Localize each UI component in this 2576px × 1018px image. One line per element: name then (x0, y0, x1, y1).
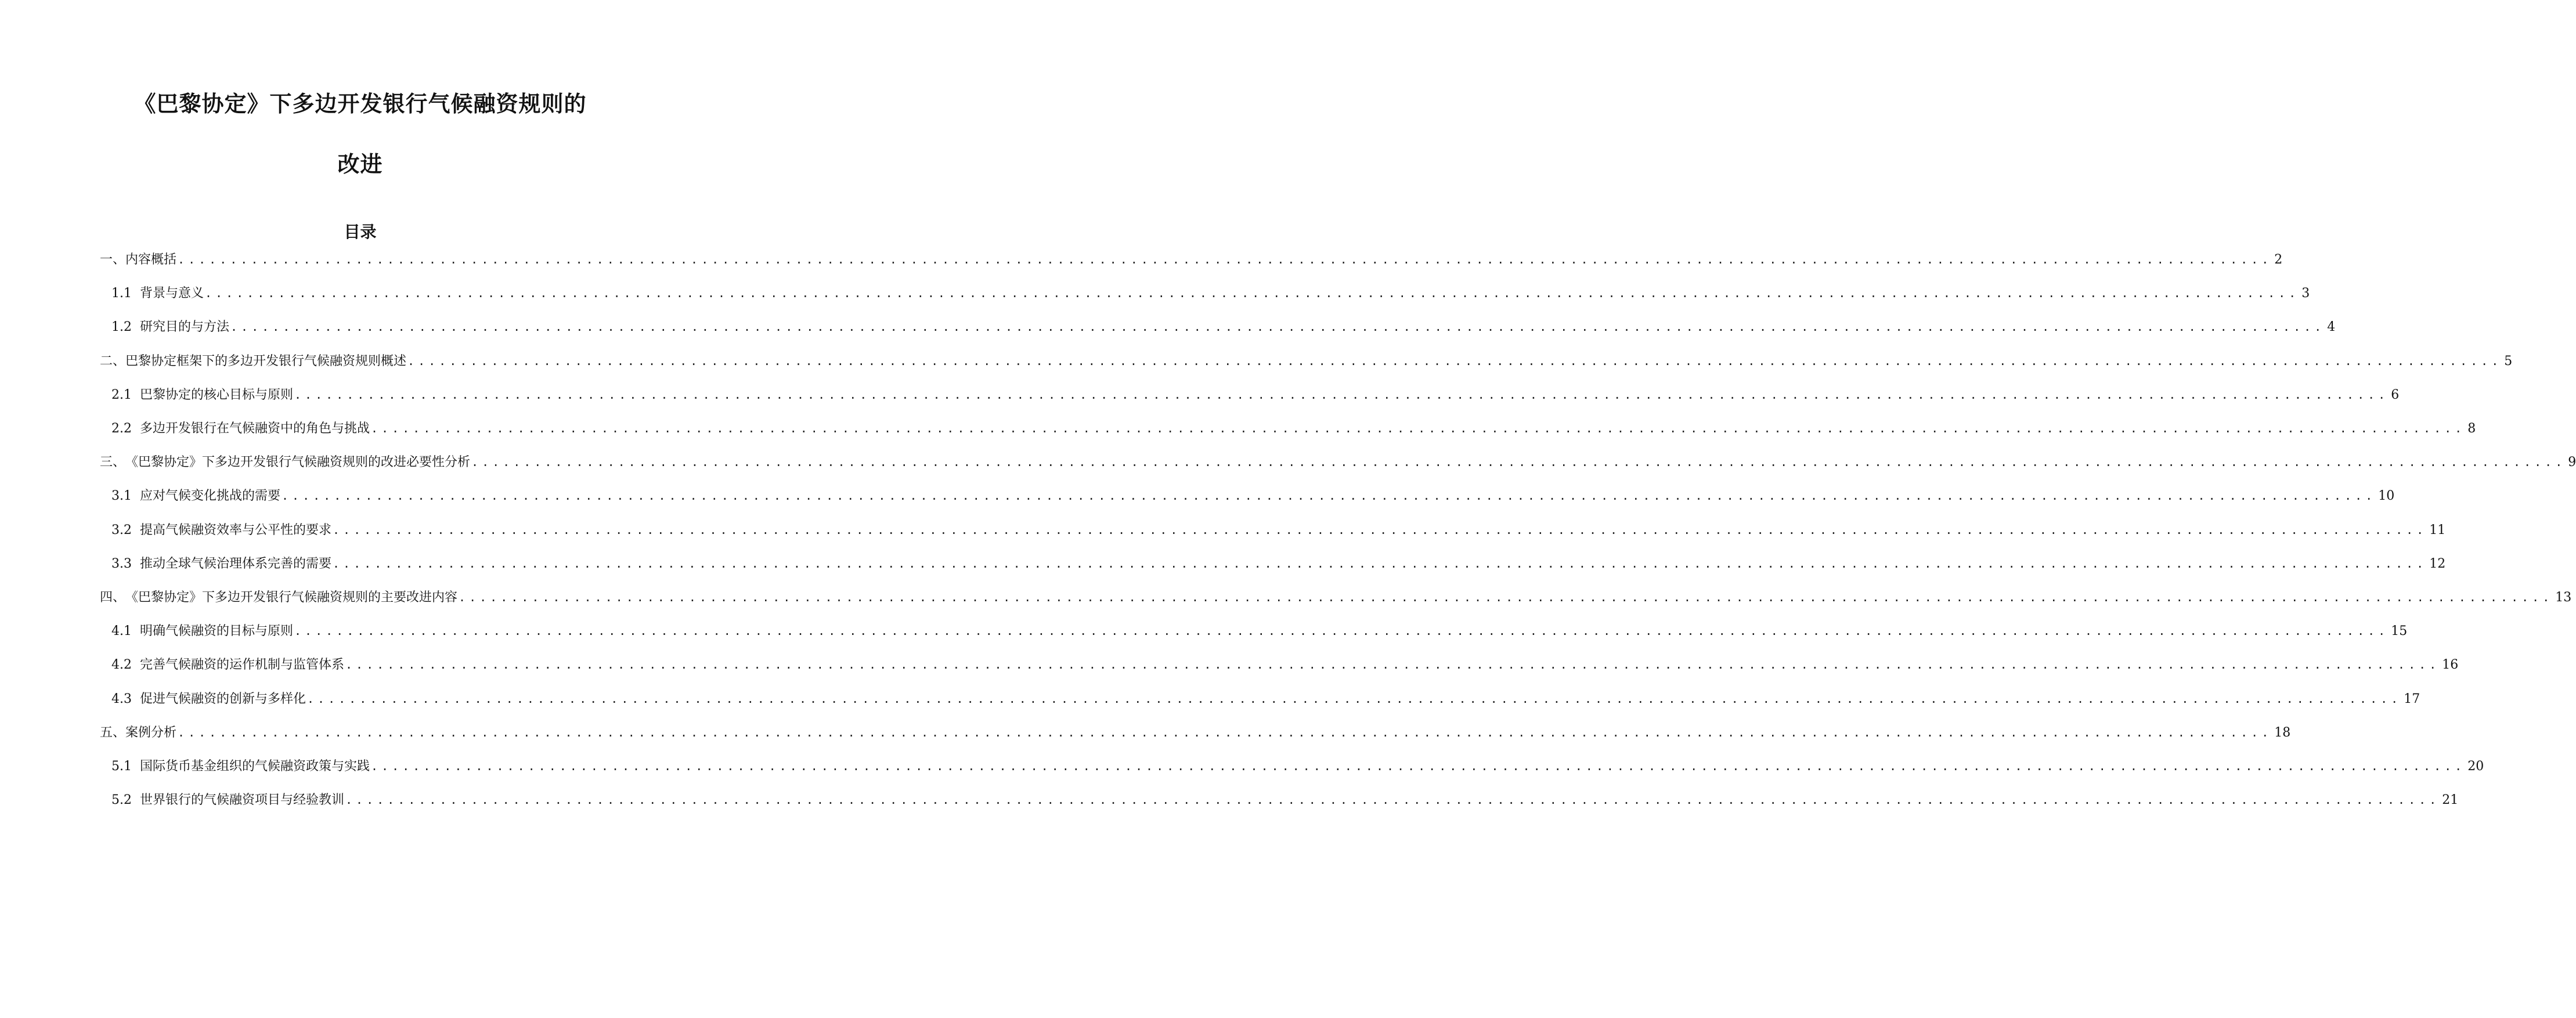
toc-entry-label: 应对气候变化挑战的需要 (140, 489, 281, 503)
toc-dot-leader: ........................................................................................................................................................................................................ (294, 388, 2389, 402)
toc-dot-leader: ........................................................................................................................................................................................................ (345, 658, 2440, 672)
toc-dot-leader: ........................................................................................................................................................................................................ (282, 489, 2376, 503)
toc-entry-page-number: 3 (2301, 286, 2310, 301)
toc-dot-leader: ........................................................................................................................................................................................................ (205, 286, 2300, 300)
toc-entry-label: 《巴黎协定》下多边开发银行气候融资规则的主要改进内容 (125, 590, 458, 605)
toc-entry-label: 内容概括 (125, 252, 177, 267)
toc-entry-number: 1.1 (111, 286, 132, 301)
toc-entry-page-number: 6 (2391, 388, 2400, 402)
toc-entry-label: 推动全球气候治理体系完善的需要 (140, 557, 332, 571)
toc-dot-leader: ........................................................................................................................................................................................................ (307, 692, 2402, 706)
toc-entry[interactable] (100, 724, 2291, 742)
toc-dot-leader: ........................................................................................................................................................................................................ (371, 759, 2466, 773)
toc-entry-label: 多边开发银行在气候融资中的角色与挑战 (140, 421, 370, 436)
toc-dot-leader: ........................................................................................................................................................................................................ (333, 523, 2427, 537)
toc-entry-number: 3.2 (111, 523, 132, 537)
toc-entry-number: 5.1 (111, 759, 132, 774)
toc-entry-page-number: 20 (2467, 759, 2484, 774)
toc-entry[interactable] (100, 251, 2283, 269)
toc-dot-leader: ........................................................................................................................................................................................................ (371, 421, 2466, 435)
document-title-line-1: 《巴黎协定》下多边开发银行气候融资规则的 (134, 91, 587, 117)
toc-entry-label: 明确气候融资的目标与原则 (140, 624, 294, 638)
toc-entry[interactable] (111, 521, 2446, 539)
toc-entry[interactable] (111, 420, 2476, 438)
toc-entry[interactable] (111, 555, 2446, 573)
toc-entry-label: 国际货币基金组织的气候融资政策与实践 (140, 759, 370, 774)
toc-entry-number: 4.1 (111, 624, 132, 638)
toc-entry-page-number: 12 (2429, 557, 2446, 571)
toc-entry[interactable] (111, 622, 2408, 640)
toc-dot-leader: ........................................................................................................................................................................................................ (333, 557, 2427, 571)
toc-entry-number: 3.1 (111, 489, 132, 503)
toc-entry-label: 世界银行的气候融资项目与经验教训 (140, 793, 345, 807)
toc-dot-leader: ........................................................................................................................................................................................................ (230, 320, 2325, 334)
toc-heading: 目录 (344, 222, 377, 241)
toc-entry-number: 3.3 (111, 557, 132, 571)
toc-dot-leader: ........................................................................................................................................................................................................ (294, 624, 2389, 638)
toc-entry-number: 2.2 (111, 421, 132, 436)
toc-entry-number: 二、 (100, 354, 126, 369)
toc-entry-number: 4.3 (111, 692, 132, 706)
toc-entry-page-number: 5 (2504, 354, 2513, 369)
toc-entry-label: 案例分析 (125, 725, 177, 740)
toc-entry[interactable] (111, 284, 2310, 302)
toc-entry-number: 1.2 (111, 320, 132, 334)
toc-dot-leader: ........................................................................................................................................................................................................ (407, 354, 2502, 368)
toc-entry-label: 提高气候融资效率与公平性的要求 (140, 523, 332, 537)
toc-dot-leader: ........................................................................................................................................................................................................ (471, 455, 2566, 469)
toc-entry-page-number: 17 (2404, 692, 2420, 706)
toc-entry-number: 2.1 (111, 388, 132, 402)
toc-entry-number: 四、 (100, 590, 126, 605)
toc-dot-leader: ........................................................................................................................................................................................................ (178, 725, 2272, 739)
toc-entry-label: 背景与意义 (140, 286, 204, 301)
toc-entry-label: 研究目的与方法 (140, 320, 230, 334)
toc-entry[interactable] (111, 386, 2400, 404)
toc-entry-page-number: 15 (2391, 624, 2408, 638)
toc-entry-page-number: 11 (2429, 523, 2446, 537)
toc-entry-page-number: 8 (2467, 421, 2476, 436)
toc-dot-leader: ........................................................................................................................................................................................................ (178, 252, 2272, 266)
toc-entry-label: 促进气候融资的创新与多样化 (140, 692, 306, 706)
toc-entry-page-number: 9 (2568, 455, 2576, 470)
toc-entry-number: 5.2 (111, 793, 132, 807)
toc-entry-label: 《巴黎协定》下多边开发银行气候融资规则的改进必要性分析 (125, 455, 471, 470)
toc-entry[interactable] (111, 487, 2395, 505)
toc-entry[interactable] (111, 757, 2484, 775)
toc-entry-number: 4.2 (111, 658, 132, 672)
toc-entry-page-number: 21 (2442, 793, 2459, 807)
toc-dot-leader: ........................................................................................................................................................................................................ (345, 793, 2440, 807)
toc-entry-page-number: 18 (2274, 725, 2291, 740)
toc-entry-label: 巴黎协定框架下的多边开发银行气候融资规则概述 (125, 354, 407, 369)
toc-entry[interactable] (100, 352, 2513, 370)
toc-entry[interactable] (111, 318, 2336, 336)
toc-entry[interactable] (100, 589, 2572, 607)
toc-entry-page-number: 10 (2378, 489, 2395, 503)
toc-entry-label: 巴黎协定的核心目标与原则 (140, 388, 294, 402)
toc-entry-page-number: 2 (2274, 252, 2283, 267)
toc-entry[interactable] (100, 453, 2576, 471)
document-title-line-2: 改进 (337, 151, 383, 177)
toc-dot-leader: ........................................................................................................................................................................................................ (459, 590, 2553, 604)
toc-entry-number: 五、 (100, 725, 126, 740)
toc-entry-page-number: 4 (2327, 320, 2336, 334)
toc-entry[interactable] (111, 791, 2459, 809)
toc-entry-label: 完善气候融资的运作机制与监管体系 (140, 658, 345, 672)
toc-entry[interactable] (111, 656, 2459, 674)
toc-entry-page-number: 13 (2555, 590, 2572, 605)
toc-entry-number: 三、 (100, 455, 126, 470)
toc-entry[interactable] (111, 690, 2420, 708)
toc-entry-page-number: 16 (2442, 658, 2459, 672)
toc-entry-number: 一、 (100, 252, 126, 267)
